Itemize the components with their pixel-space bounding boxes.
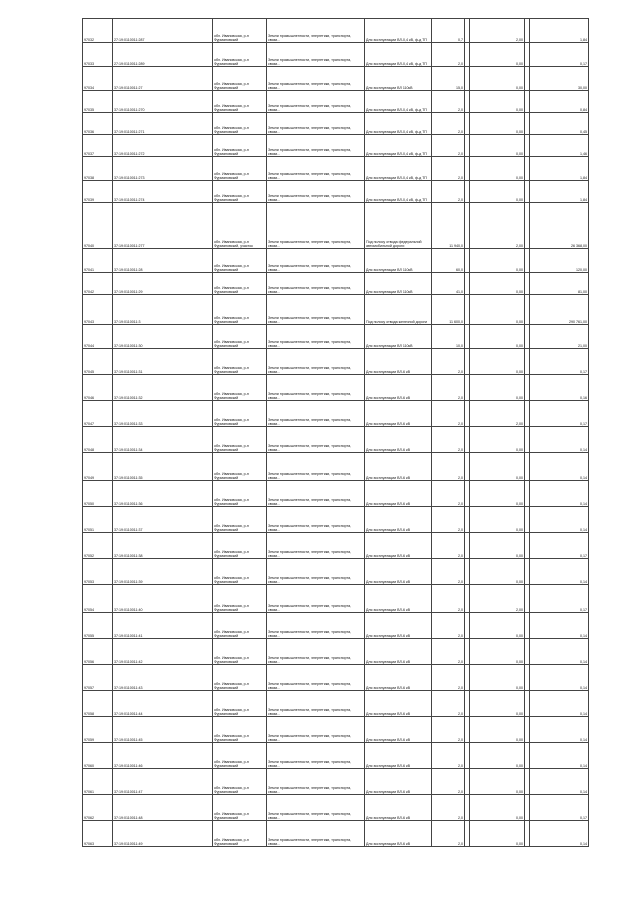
table-row — [83, 181, 589, 203]
cell-addr: обл. Ивановская, р-н Фурмановский — [213, 249, 267, 273]
cell-cad: 37:19:0110011:30 — [113, 325, 213, 349]
cell-id: 97039 — [83, 181, 113, 203]
table-row — [83, 135, 589, 157]
cell-use: Для эксплуатации ВЛ-0,4 кВ, ф-д ТП — [365, 19, 432, 43]
cell-r2: 0,14 — [530, 769, 589, 795]
cell-use: Для эксплуатации ВЛ-6 кВ — [365, 821, 432, 847]
cell-cat: Земли промышленности, энергетики, транспорта, связи... — [267, 157, 365, 181]
cell-r1: 0,00 — [470, 795, 525, 821]
cell-cat: Земли промышленности, энергетики, транспорта, связи... — [267, 691, 365, 717]
cell-addr: обл. Ивановская, р-н Фурмановский, участок — [213, 203, 267, 249]
cell-addr: обл. Ивановская, р-н Фурмановский — [213, 295, 267, 325]
cell-addr: обл. Ивановская, р-н Фурмановский — [213, 613, 267, 639]
cell-addr: обл. Ивановская, р-н Фурмановский — [213, 43, 267, 67]
cell-area: 2,0 — [432, 769, 465, 795]
cell-cat: Земли промышленности, энергетики, транспорта, связи... — [267, 533, 365, 559]
cell-area: 2,0 — [432, 821, 465, 847]
cell-area: 2,0 — [432, 507, 465, 533]
cell-r1: 0,00 — [470, 717, 525, 743]
cell-area: 2,0 — [432, 795, 465, 821]
cell-r2: 81,00 — [530, 273, 589, 295]
land-parcels-table — [82, 18, 589, 847]
cell-cad: 37:19:0110011:272 — [113, 135, 213, 157]
table-row — [83, 585, 589, 613]
cell-r1: 2,00 — [470, 203, 525, 249]
cell-cat: Земли промышленности, энергетики, транспорта, связи... — [267, 743, 365, 769]
cell-area: 2,0 — [432, 43, 465, 67]
cell-addr: обл. Ивановская, р-н Фурмановский — [213, 181, 267, 203]
cell-r1: 0,00 — [470, 427, 525, 453]
cell-r2: 0,14 — [530, 453, 589, 481]
table-row — [83, 691, 589, 717]
cell-cad: 37:19:0110011:274 — [113, 181, 213, 203]
cell-id: 97053 — [83, 559, 113, 585]
cell-r1: 0,00 — [470, 559, 525, 585]
cell-r2: 0,14 — [530, 821, 589, 847]
cell-r1: 0,00 — [470, 325, 525, 349]
cell-r1: 0,00 — [470, 67, 525, 91]
cell-use: Для эксплуатации ВЛ-6 кВ — [365, 401, 432, 427]
cell-cad: 37:19:0110011:45 — [113, 717, 213, 743]
cell-cad: 37:19:0110011:38 — [113, 533, 213, 559]
table-row — [83, 613, 589, 639]
cell-cad: 37:19:0110011:33 — [113, 401, 213, 427]
cell-id: 97042 — [83, 273, 113, 295]
table-row — [83, 481, 589, 507]
cell-r2: 0,17 — [530, 795, 589, 821]
cell-addr: обл. Ивановская, р-н Фурмановский — [213, 639, 267, 665]
cell-cat: Земли промышленности, энергетики, транспорта, связи... — [267, 295, 365, 325]
cell-r2: 0,14 — [530, 427, 589, 453]
cell-addr: обл. Ивановская, р-н Фурмановский — [213, 821, 267, 847]
cell-id: 97061 — [83, 769, 113, 795]
cell-r2: 1,46 — [530, 135, 589, 157]
cell-r1: 0,00 — [470, 533, 525, 559]
table-row — [83, 821, 589, 847]
cell-r2: 0,17 — [530, 585, 589, 613]
cell-cat: Земли промышленности, энергетики, транспорта, связи... — [267, 481, 365, 507]
cell-cad: 37:19:0110011:277 — [113, 203, 213, 249]
table-row — [83, 453, 589, 481]
cell-cat: Земли промышленности, энергетики, транспорта, связи... — [267, 717, 365, 743]
cell-r2: 0,17 — [530, 43, 589, 67]
cell-cad: 37:19:0110011:27 — [113, 67, 213, 91]
cell-cad: 37:19:0110011:270 — [113, 91, 213, 113]
table-row — [83, 717, 589, 743]
cell-area: 2,0 — [432, 91, 465, 113]
cell-r2: 30,00 — [530, 67, 589, 91]
cell-area: 2,0 — [432, 743, 465, 769]
cell-cad: 37:19:0110011:47 — [113, 769, 213, 795]
cell-r2: 0,14 — [530, 691, 589, 717]
cell-use: Для эксплуатации ВЛ-0,4 кВ, ф-д ТП — [365, 113, 432, 135]
cell-r1: 0,00 — [470, 135, 525, 157]
cell-r2: 0,45 — [530, 113, 589, 135]
cell-cat: Земли промышленности, энергетики, транспорта, связи... — [267, 113, 365, 135]
table-row — [83, 203, 589, 249]
document-table — [82, 18, 588, 862]
cell-cat: Земли промышленности, энергетики, транспорта, связи... — [267, 585, 365, 613]
cell-use: Для эксплуатации ВЛ-6 кВ — [365, 585, 432, 613]
cell-r1: 0,00 — [470, 157, 525, 181]
cell-r1: 0,00 — [470, 639, 525, 665]
cell-id: 97062 — [83, 795, 113, 821]
cell-area: 2,0 — [432, 181, 465, 203]
cell-addr: обл. Ивановская, р-н Фурмановский — [213, 325, 267, 349]
cell-area: 60,0 — [432, 249, 465, 273]
cell-cat: Земли промышленности, энергетики, транспорта, связи... — [267, 375, 365, 401]
cell-area: 2,0 — [432, 427, 465, 453]
cell-cat: Земли промышленности, энергетики, транспорта, связи... — [267, 639, 365, 665]
cell-area: 2,0 — [432, 349, 465, 375]
cell-r2: 0,14 — [530, 481, 589, 507]
cell-r1: 0,00 — [470, 507, 525, 533]
cell-addr: обл. Ивановская, р-н Фурмановский — [213, 743, 267, 769]
cell-addr: обл. Ивановская, р-н Фурмановский — [213, 401, 267, 427]
cell-area: 2,0 — [432, 401, 465, 427]
table-row — [83, 349, 589, 375]
cell-area: 2,0 — [432, 639, 465, 665]
table-row — [83, 67, 589, 91]
cell-r1: 0,00 — [470, 613, 525, 639]
cell-area: 2,0 — [432, 113, 465, 135]
cell-r2: 0,14 — [530, 639, 589, 665]
cell-id: 97059 — [83, 717, 113, 743]
cell-id: 97063 — [83, 821, 113, 847]
cell-use: Для эксплуатации ВЛ-6 кВ — [365, 717, 432, 743]
cell-use: Для эксплуатации ВЛ-6 кВ — [365, 691, 432, 717]
cell-use: Для эксплуатации ВЛ 110кВ — [365, 249, 432, 273]
cell-cad: 27:19:0110011:287 — [113, 19, 213, 43]
cell-cad: 37:19:0110011:3 — [113, 295, 213, 325]
cell-area: 2,0 — [432, 559, 465, 585]
cell-use: Для эксплуатации ВЛ-6 кВ — [365, 639, 432, 665]
cell-cad: 37:19:0110011:39 — [113, 559, 213, 585]
cell-cat: Земли промышленности, энергетики, транспорта, связи... — [267, 795, 365, 821]
table-row — [83, 157, 589, 181]
cell-cat: Земли промышленности, энергетики, транспорта, связи... — [267, 181, 365, 203]
table-row — [83, 91, 589, 113]
table-row — [83, 249, 589, 273]
cell-r2: 0,14 — [530, 613, 589, 639]
cell-cad: 37:19:0110011:43 — [113, 665, 213, 691]
cell-use: Для эксплуатации ВЛ-6 кВ — [365, 349, 432, 375]
cell-addr: обл. Ивановская, р-н Фурмановский — [213, 795, 267, 821]
cell-cat: Земли промышленности, энергетики, транспорта, связи... — [267, 135, 365, 157]
cell-cad: 37:19:0110011:49 — [113, 821, 213, 847]
cell-id: 97046 — [83, 375, 113, 401]
cell-area: 15,0 — [432, 67, 465, 91]
cell-addr: обл. Ивановская, р-н Фурмановский — [213, 113, 267, 135]
table-row — [83, 743, 589, 769]
table-row — [83, 795, 589, 821]
cell-area: 2,0 — [432, 453, 465, 481]
cell-area: 2,0 — [432, 613, 465, 639]
cell-use: Для эксплуатации ВЛ-0,4 кВ, ф-д ТП — [365, 91, 432, 113]
cell-area: 2,0 — [432, 135, 465, 157]
cell-r2: 26 368,00 — [530, 203, 589, 249]
table-row — [83, 533, 589, 559]
cell-r1: 0,00 — [470, 91, 525, 113]
cell-r1: 0,00 — [470, 743, 525, 769]
cell-addr: обл. Ивановская, р-н Фурмановский — [213, 157, 267, 181]
cell-use: Для эксплуатации ВЛ-6 кВ — [365, 453, 432, 481]
cell-cad: 37:19:0110011:273 — [113, 157, 213, 181]
cell-cat: Земли промышленности, энергетики, транспорта, связи... — [267, 349, 365, 375]
cell-use: Для эксплуатации ВЛ 110кВ — [365, 67, 432, 91]
cell-id: 97056 — [83, 639, 113, 665]
cell-r2: 0,14 — [530, 665, 589, 691]
cell-id: 97044 — [83, 325, 113, 349]
cell-id: 97060 — [83, 743, 113, 769]
cell-id: 97045 — [83, 349, 113, 375]
cell-r2: 21,00 — [530, 325, 589, 349]
cell-use: Под полосу отвода федеральной автомобильной дороги — [365, 203, 432, 249]
cell-cad: 37:19:0110011:37 — [113, 507, 213, 533]
cell-r1: 2,00 — [470, 585, 525, 613]
cell-cat: Земли промышленности, энергетики, транспорта, связи... — [267, 427, 365, 453]
cell-cad: 37:19:0110011:32 — [113, 375, 213, 401]
table-row — [83, 401, 589, 427]
cell-use: Для эксплуатации ВЛ 110кВ — [365, 325, 432, 349]
cell-r1: 0,00 — [470, 375, 525, 401]
cell-use: Для эксплуатации ВЛ-6 кВ — [365, 427, 432, 453]
cell-id: 97041 — [83, 249, 113, 273]
cell-r2: 0,14 — [530, 743, 589, 769]
cell-area: 2,0 — [432, 157, 465, 181]
cell-cad: 37:19:0110011:28 — [113, 249, 213, 273]
cell-area: 2,0 — [432, 585, 465, 613]
table-row — [83, 19, 589, 43]
cell-addr: обл. Ивановская, р-н Фурмановский — [213, 67, 267, 91]
cell-r2: 120,00 — [530, 249, 589, 273]
cell-area: 2,0 — [432, 691, 465, 717]
table-row — [83, 639, 589, 665]
cell-addr: обл. Ивановская, р-н Фурмановский — [213, 507, 267, 533]
cell-area: 2,0 — [432, 481, 465, 507]
cell-addr: обл. Ивановская, р-н Фурмановский — [213, 559, 267, 585]
cell-id: 97048 — [83, 427, 113, 453]
cell-use: Для эксплуатации ВЛ-6 кВ — [365, 375, 432, 401]
cell-cad: 37:19:0110011:41 — [113, 613, 213, 639]
cell-id: 97055 — [83, 613, 113, 639]
cell-id: 97058 — [83, 691, 113, 717]
cell-r2: 0,17 — [530, 401, 589, 427]
cell-r1: 0,00 — [470, 43, 525, 67]
cell-cat: Земли промышленности, энергетики, транспорта, связи... — [267, 273, 365, 295]
cell-id: 97057 — [83, 665, 113, 691]
cell-r2: 0,17 — [530, 349, 589, 375]
cell-cat: Земли промышленности, энергетики, транспорта, связи... — [267, 559, 365, 585]
table-row — [83, 559, 589, 585]
cell-addr: обл. Ивановская, р-н Фурмановский — [213, 481, 267, 507]
cell-r1: 0,00 — [470, 249, 525, 273]
cell-r2: 1,84 — [530, 181, 589, 203]
cell-r2: 0,17 — [530, 533, 589, 559]
cell-use: Для эксплуатации ВЛ-6 кВ — [365, 795, 432, 821]
cell-id: 97040 — [83, 203, 113, 249]
cell-id: 97052 — [83, 533, 113, 559]
cell-r2: 1,84 — [530, 157, 589, 181]
cell-addr: обл. Ивановская, р-н Фурмановский — [213, 375, 267, 401]
cell-use: Для эксплуатации ВЛ-6 кВ — [365, 665, 432, 691]
cell-area: 2,0 — [432, 375, 465, 401]
cell-r2: 290 761,00 — [530, 295, 589, 325]
cell-addr: обл. Ивановская, р-н Фурмановский — [213, 135, 267, 157]
table-row — [83, 113, 589, 135]
cell-cad: 37:19:0110011:42 — [113, 639, 213, 665]
cell-area: 2,0 — [432, 665, 465, 691]
cell-addr: обл. Ивановская, р-н Фурмановский — [213, 665, 267, 691]
cell-cad: 37:19:0110011:271 — [113, 113, 213, 135]
cell-cat: Земли промышленности, энергетики, транспорта, связи... — [267, 19, 365, 43]
cell-id: 97051 — [83, 507, 113, 533]
cell-use: Для эксплуатации ВЛ-0,4 кВ, ф-д ТП — [365, 135, 432, 157]
cell-use: Для эксплуатации ВЛ-6 кВ — [365, 613, 432, 639]
cell-use: Под полосу отвода железной дороги — [365, 295, 432, 325]
table-row — [83, 273, 589, 295]
cell-addr: обл. Ивановская, р-н Фурмановский — [213, 717, 267, 743]
cell-cat: Земли промышленности, энергетики, транспорта, связи... — [267, 203, 365, 249]
cell-id: 97043 — [83, 295, 113, 325]
cell-cat: Земли промышленности, энергетики, транспорта, связи... — [267, 43, 365, 67]
cell-r2: 0,14 — [530, 717, 589, 743]
cell-addr: обл. Ивановская, р-н Фурмановский — [213, 769, 267, 795]
cell-addr: обл. Ивановская, р-н Фурмановский — [213, 585, 267, 613]
cell-cat: Земли промышленности, энергетики, транспорта, связи... — [267, 325, 365, 349]
table-row — [83, 507, 589, 533]
cell-area: 11 600,0 — [432, 295, 465, 325]
cell-r1: 2,00 — [470, 19, 525, 43]
cell-area: 10,0 — [432, 325, 465, 349]
cell-cat: Земли промышленности, энергетики, транспорта, связи... — [267, 821, 365, 847]
cell-r1: 0,00 — [470, 349, 525, 375]
cell-id: 97049 — [83, 453, 113, 481]
cell-r1: 0,00 — [470, 769, 525, 795]
cell-addr: обл. Ивановская, р-н Фурмановский — [213, 533, 267, 559]
cell-addr: обл. Ивановская, р-н Фурмановский — [213, 691, 267, 717]
cell-cat: Земли промышленности, энергетики, транспорта, связи... — [267, 401, 365, 427]
cell-area: 0,7 — [432, 19, 465, 43]
cell-cat: Земли промышленности, энергетики, транспорта, связи... — [267, 507, 365, 533]
cell-addr: обл. Ивановская, р-н Фурмановский — [213, 91, 267, 113]
cell-addr: обл. Ивановская, р-н Фурмановский — [213, 453, 267, 481]
table-row — [83, 375, 589, 401]
table-row — [83, 427, 589, 453]
cell-area: 11 940,0 — [432, 203, 465, 249]
cell-id: 97038 — [83, 157, 113, 181]
cell-r1: 0,00 — [470, 821, 525, 847]
cell-id: 97050 — [83, 481, 113, 507]
cell-cad: 37:19:0110011:48 — [113, 795, 213, 821]
cell-id: 97032 — [83, 19, 113, 43]
cell-cad: 37:19:0110011:46 — [113, 743, 213, 769]
cell-r1: 0,00 — [470, 481, 525, 507]
cell-r1: 0,00 — [470, 273, 525, 295]
cell-cat: Земли промышленности, энергетики, транспорта, связи... — [267, 67, 365, 91]
cell-r1: 0,00 — [470, 453, 525, 481]
cell-r1: 0,00 — [470, 113, 525, 135]
cell-use: Для эксплуатации ВЛ-6 кВ — [365, 481, 432, 507]
cell-use: Для эксплуатации ВЛ-6 кВ — [365, 559, 432, 585]
cell-r2: 1,84 — [530, 19, 589, 43]
cell-area: 2,0 — [432, 533, 465, 559]
cell-addr: обл. Ивановская, р-н Фурмановский — [213, 349, 267, 375]
cell-id: 97034 — [83, 67, 113, 91]
table-row — [83, 769, 589, 795]
table-row — [83, 295, 589, 325]
cell-id: 97054 — [83, 585, 113, 613]
cell-r2: 0,14 — [530, 507, 589, 533]
cell-area: 41,0 — [432, 273, 465, 295]
cell-use: Для эксплуатации ВЛ-6 кВ — [365, 743, 432, 769]
cell-r1: 0,00 — [470, 691, 525, 717]
cell-r2: 0,16 — [530, 375, 589, 401]
cell-addr: обл. Ивановская, р-н Фурмановский — [213, 427, 267, 453]
cell-cad: 37:19:0110011:31 — [113, 349, 213, 375]
cell-cat: Земли промышленности, энергетики, транспорта, связи... — [267, 613, 365, 639]
cell-cad: 37:19:0110011:40 — [113, 585, 213, 613]
cell-addr: обл. Ивановская, р-н Фурмановский — [213, 19, 267, 43]
cell-use: Для эксплуатации ВЛ-0,4 кВ, ф-д ТП — [365, 181, 432, 203]
cell-r2: 0,14 — [530, 559, 589, 585]
cell-use: Для эксплуатации ВЛ-6 кВ — [365, 507, 432, 533]
cell-use: Для эксплуатации ВЛ-6 кВ — [365, 533, 432, 559]
cell-r1: 0,00 — [470, 665, 525, 691]
cell-r2: 0,84 — [530, 91, 589, 113]
cell-cad: 37:19:0110011:34 — [113, 427, 213, 453]
cell-cat: Земли промышленности, энергетики, транспорта, связи... — [267, 91, 365, 113]
cell-id: 97033 — [83, 43, 113, 67]
cell-cad: 37:19:0110011:36 — [113, 481, 213, 507]
cell-id: 97047 — [83, 401, 113, 427]
cell-cad: 37:19:0110011:29 — [113, 273, 213, 295]
cell-cad: 37:19:0110011:44 — [113, 691, 213, 717]
cell-use: Для эксплуатации ВЛ-0,4 кВ, ф-д ТП — [365, 43, 432, 67]
cell-id: 97036 — [83, 113, 113, 135]
cell-r1: 2,00 — [470, 401, 525, 427]
cell-use: Для эксплуатации ВЛ-0,4 кВ, ф-д ТП — [365, 157, 432, 181]
cell-area: 2,0 — [432, 717, 465, 743]
cell-addr: обл. Ивановская, р-н Фурмановский — [213, 273, 267, 295]
cell-use: Для эксплуатации ВЛ 110кВ — [365, 273, 432, 295]
cell-cat: Земли промышленности, энергетики, транспорта, связи... — [267, 249, 365, 273]
table-row — [83, 665, 589, 691]
cell-cad: 27:19:0110011:289 — [113, 43, 213, 67]
cell-r1: 0,00 — [470, 181, 525, 203]
cell-r1: 0,00 — [470, 295, 525, 325]
cell-cat: Земли промышленности, энергетики, транспорта, связи... — [267, 769, 365, 795]
cell-cad: 37:19:0110011:35 — [113, 453, 213, 481]
cell-cat: Земли промышленности, энергетики, транспорта, связи... — [267, 665, 365, 691]
cell-id: 97037 — [83, 135, 113, 157]
cell-use: Для эксплуатации ВЛ-6 кВ — [365, 769, 432, 795]
table-row — [83, 325, 589, 349]
table-row — [83, 43, 589, 67]
cell-id: 97035 — [83, 91, 113, 113]
cell-cat: Земли промышленности, энергетики, транспорта, связи... — [267, 453, 365, 481]
